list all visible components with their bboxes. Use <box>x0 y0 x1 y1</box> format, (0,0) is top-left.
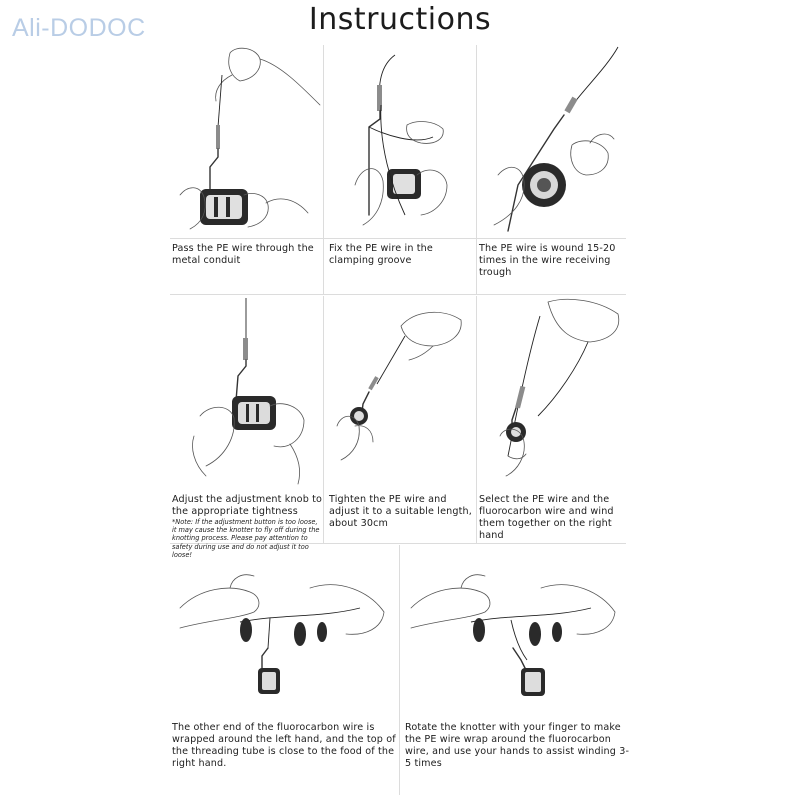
divider <box>170 238 626 239</box>
watermark: Ali-DODOC <box>12 14 146 42</box>
page-title: Instructions <box>308 2 492 37</box>
step-2-illustration <box>325 45 475 235</box>
step-3-caption: The PE wire is wound 15-20 times in the wire receiving trough <box>479 243 616 278</box>
divider <box>476 45 477 295</box>
step-4-caption: Adjust the adjustment knob to the appropriate tightness <box>172 494 323 517</box>
step-6-illustration <box>478 296 626 490</box>
step-8-caption: Rotate the knotter with your finger to make the PE wire wrap around the fluorocarbon wire, and use your hands to assist winding 3-5 times <box>405 722 630 769</box>
step-7-caption: The other end of the fluorocarbon wire is wrapped around the left hand, and the top of the threading tube is close to the food of the right hand. <box>172 722 396 769</box>
step-6-caption: Select the PE wire and the fluorocarbon wire and wind them together on the right hand <box>479 494 614 541</box>
step-3-illustration <box>478 45 626 235</box>
divider <box>399 545 400 795</box>
step-7-illustration <box>170 548 398 716</box>
step-4-note: *Note: If the adjustment button is too loose, it may cause the knotter to fly off during the knotting process. Please pay attention to safety during use and do not adjust it too loose! <box>172 518 320 559</box>
step-8-illustration <box>403 548 629 716</box>
step-1-caption: Pass the PE wire through the metal conduit <box>172 243 314 266</box>
divider <box>170 294 626 295</box>
step-5-caption: Tighten the PE wire and adjust it to a suitable length, about 30cm <box>329 494 472 529</box>
step-1-illustration <box>170 45 322 235</box>
step-4-illustration <box>170 296 322 490</box>
step-2-caption: Fix the PE wire in the clamping groove <box>329 243 433 266</box>
step-5-illustration <box>325 296 475 490</box>
